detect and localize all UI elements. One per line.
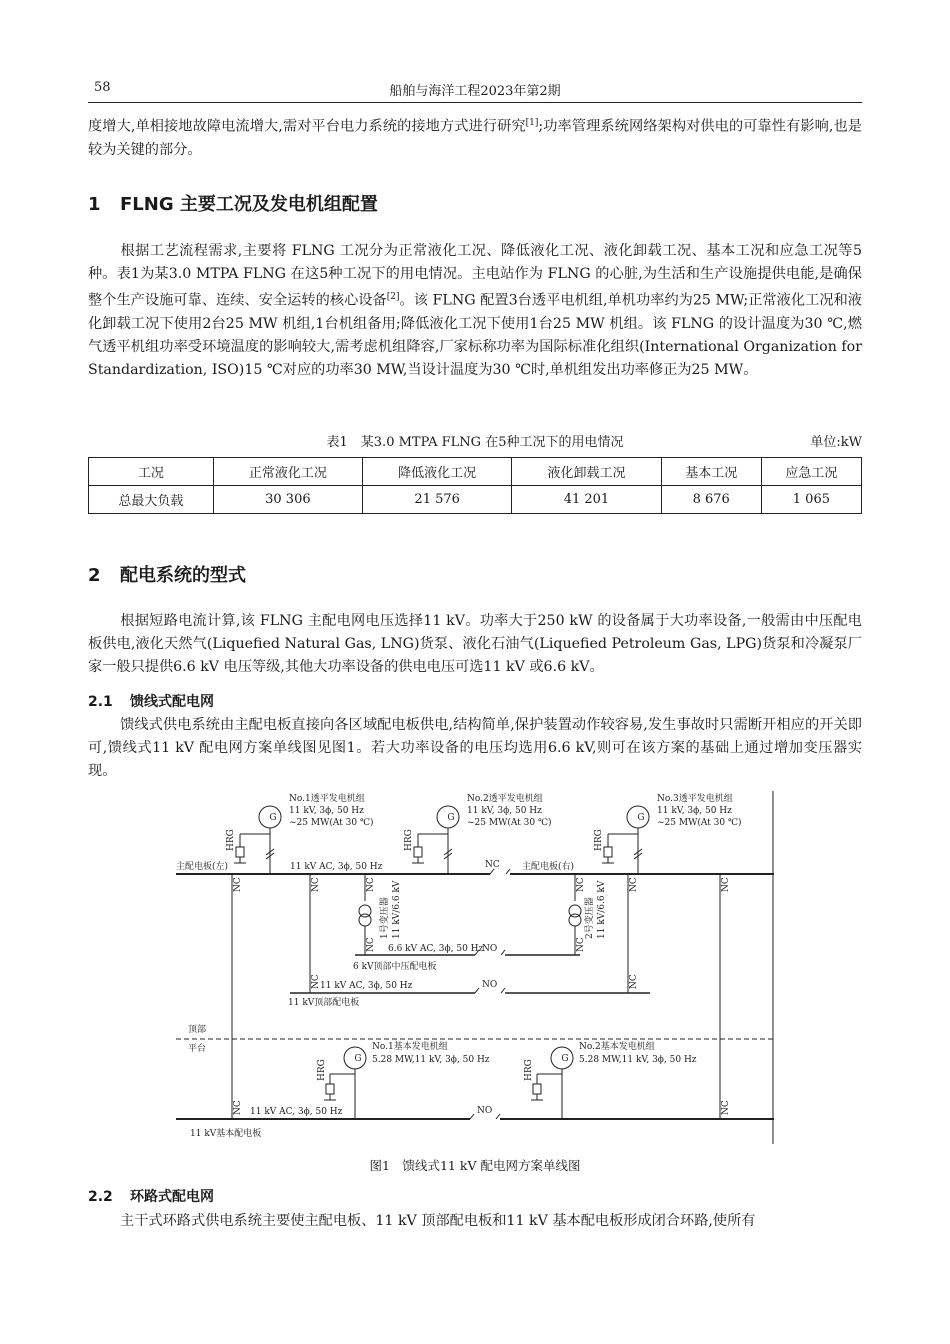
section-2-heading (88, 561, 246, 587)
board-6kv-label: 6 kV顶部中压配电板 (353, 962, 437, 972)
gen2-spec2: ~25 MW(At 30 ℃) (467, 818, 552, 828)
gen3-name: No.3透平发电机组 (657, 794, 733, 804)
main-right-label: 主配电板(右) (522, 862, 575, 872)
table-cell: 1 065 (761, 486, 861, 514)
hrg-base-1: HRG (317, 1059, 327, 1081)
nc-right: NC (721, 877, 731, 892)
section-2-2-paragraph (88, 1210, 862, 1233)
no-6kv: NO (482, 944, 498, 954)
citation-1: [1] (525, 118, 539, 128)
section-1-paragraph (88, 240, 862, 382)
section-1-number: 1 (88, 194, 101, 215)
bus-6kv-label: 6.6 kV AC, 3ϕ, 50 Hz (388, 944, 484, 954)
gen1-spec2: ~25 MW(At 30 ℃) (289, 818, 374, 828)
table-header-cell: 工况 (89, 458, 214, 486)
nc-top-1: NC (311, 974, 321, 989)
base-gen2-g: G (561, 1054, 569, 1064)
no-top: NO (482, 980, 498, 990)
hrg-3: HRG (594, 829, 604, 851)
nc-base-1: NC (233, 1100, 243, 1115)
gen2-spec1: 11 kV, 3ϕ, 50 Hz (467, 806, 542, 816)
gen3-spec2: ~25 MW(At 30 ℃) (657, 818, 742, 828)
intro-text-b: ;功率管理系统网络架构对供电的可靠性有影响,也是较为关键的部分。 (88, 118, 862, 158)
section-2-2-heading (88, 1186, 214, 1206)
base-gen1-name: No.1基本发电机组 (372, 1042, 448, 1052)
bus-base-label: 11 kV AC, 3ϕ, 50 Hz (250, 1107, 343, 1117)
table-header-cell: 正常液化工况 (213, 458, 362, 486)
nc-top-2: NC (629, 974, 639, 989)
board-top-label: 11 kV顶部配电板 (288, 998, 360, 1008)
journal-title: 船舶与海洋工程2023年第2期 (389, 84, 561, 99)
figure-1 (170, 789, 782, 1149)
table-header-row (89, 458, 862, 486)
gen2-name: No.2透平发电机组 (467, 794, 543, 804)
section-1-text-b: 。该 FLNG 配置3台透平电机组,单机功率约为25 MW;正常液化工况和液化卸载工况下使用2台25 MW 机组,1台机组备用;降低液化工况下使用1台25 MW 机组。该 FLNG 的设计温度为30 ℃,燃气透平机组功率受环境温度的影响较大,需考虑机组降容,厂家标称功率为国际标准化组织(International Organization for Standardization, ISO)15 ℃对应的功率30 MW,当设计温度为30 ℃时,单机组发出功率修正为25 MW。 (88, 292, 862, 378)
gen3-spec1: 11 kV, 3ϕ, 50 Hz (657, 806, 732, 816)
platform-label: 平台 (188, 1044, 207, 1054)
section-1-title: FLNG 主要工况及发电机组配置 (120, 194, 378, 215)
section-2-number: 2 (88, 565, 101, 586)
section-2-2-title: 环路式配电网 (130, 1189, 214, 1205)
table-cell: 总最大负载 (89, 486, 214, 514)
table-row (89, 486, 862, 514)
nc-xf1: NC (366, 877, 376, 892)
base-gen1-spec: 5.28 MW,11 kV, 3ϕ, 50 Hz (372, 1055, 490, 1065)
section-2-title: 配电系统的型式 (120, 565, 246, 586)
bus-top-label: 11 kV AC, 3ϕ, 50 Hz (320, 981, 413, 991)
board-base-label: 11 kV基本配电板 (190, 1129, 262, 1139)
table-header-cell: 降低液化工况 (363, 458, 512, 486)
gen1-g: G (269, 813, 277, 823)
nc-6kv-1: NC (366, 937, 376, 952)
nc-top-right: NC (629, 877, 639, 892)
gen1-name: No.1透平发电机组 (289, 794, 365, 804)
nc-xf2: NC (576, 877, 586, 892)
table-cell: 8 676 (661, 486, 761, 514)
single-line-diagram (170, 789, 782, 1149)
section-2-1-heading (88, 691, 214, 711)
xf2-ratio: 11 kV/6.6 kV (597, 880, 607, 939)
hrg-2: HRG (404, 829, 414, 851)
hrg-base-2: HRG (524, 1059, 534, 1081)
citation-2: [2] (386, 292, 400, 302)
section-2-2-number: 2.2 (88, 1189, 113, 1205)
nc-base-2: NC (721, 1100, 731, 1115)
page-number: 58 (94, 80, 111, 95)
section-2-2-text: 主干式环路式供电系统主要使主配电板、11 kV 顶部配电板和11 kV 基本配电板形成闭合环路,使所有 (120, 1213, 756, 1229)
nc-tie: NC (485, 860, 500, 870)
table-1-unit: 单位:kW (810, 435, 862, 450)
xf2-label: 2号变压器 (585, 897, 595, 939)
main-bus-label: 11 kV AC, 3ϕ, 50 Hz (290, 862, 383, 872)
table-1-title: 表1 某3.0 MTPA FLNG 在5种工况下的用电情况 (326, 435, 624, 450)
main-left-label: 主配电板(左) (176, 862, 229, 872)
section-1-heading (88, 190, 378, 216)
base-gen2-spec: 5.28 MW,11 kV, 3ϕ, 50 Hz (579, 1055, 697, 1065)
no-base: NO (477, 1106, 493, 1116)
page-header (88, 80, 862, 103)
base-gen2-name: No.2基本发电机组 (579, 1042, 655, 1052)
gen1-spec1: 11 kV, 3ϕ, 50 Hz (289, 806, 364, 816)
xf1-label: 1号变压器 (380, 897, 390, 939)
intro-text-a: 度增大,单相接地故障电流增大,需对平台电力系统的接地方式进行研究 (88, 118, 526, 135)
section-2-1-number: 2.1 (88, 694, 113, 710)
gen3-g: G (637, 813, 645, 823)
section-2-text: 根据短路电流计算,该 FLNG 主配电网电压选择11 kV。功率大于250 kW 的设备属于大功率设备,一般需由中压配电板供电,液化天然气(Liquefied Natural Gas, LNG)货泵、液化石油气(Liquefied Petroleum Gas, LPG)货泵和冷凝泵厂家一般只提供6.6 kV 电压等级,其他大功率设备的供电电压可选11 kV 或6.6 kV。 (88, 613, 862, 675)
base-gen1-g: G (354, 1054, 362, 1064)
section-1-text-a: 根据工艺流程需求,主要将 FLNG 工况分为正常液化工况、降低液化工况、液化卸载工况、基本工况和应急工况等5种。表1为某3.0 MTPA FLNG 在这5种工况下的用电情况。主电站作为 FLNG 的心脏,为生活和生产设施提供电能,是确保整个生产设施可靠、连续、安全运转的核心设备 (88, 243, 862, 309)
table-cell: 41 201 (512, 486, 661, 514)
nc-6kv-2: NC (576, 937, 586, 952)
table-1 (88, 457, 862, 514)
hrg-1: HRG (226, 829, 236, 851)
section-2-paragraph (88, 610, 862, 679)
section-2-1-title: 馈线式配电网 (130, 694, 214, 710)
intro-paragraph (88, 112, 862, 162)
table-header-cell: 基本工况 (661, 458, 761, 486)
table-cell: 21 576 (363, 486, 512, 514)
table-cell: 30 306 (213, 486, 362, 514)
table-header-cell: 液化卸载工况 (512, 458, 661, 486)
nc-top-left: NC (311, 877, 321, 892)
nc-left: NC (233, 877, 243, 892)
top-deck-label: 顶部 (188, 1025, 207, 1035)
gen2-g: G (447, 813, 455, 823)
section-2-1-text: 馈线式供电系统由主配电板直接向各区域配电板供电,结构简单,保护装置动作较容易,发生事故时只需断开相应的开关即可,馈线式11 kV 配电网方案单线图见图1。若大功率设备的电压均选用6.6 kV,则可在该方案的基础上通过增加变压器实现。 (88, 717, 862, 779)
figure-1-caption: 图1 馈线式11 kV 配电网方案单线图 (369, 1158, 581, 1173)
table-1-caption (88, 431, 862, 451)
xf1-ratio: 11 kV/6.6 kV (392, 880, 402, 939)
section-2-1-paragraph (88, 714, 862, 783)
table-header-cell: 应急工况 (761, 458, 861, 486)
